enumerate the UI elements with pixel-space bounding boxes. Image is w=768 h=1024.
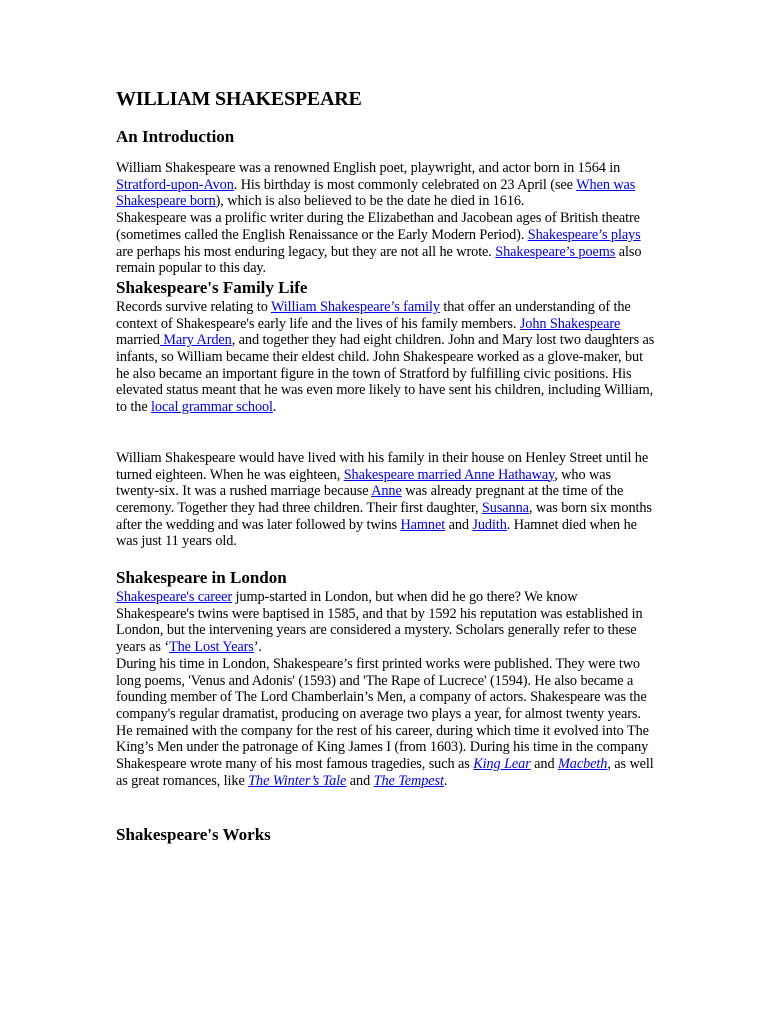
text: William Shakespeare was a renowned English poet, playwright, and actor born in 1564 in (116, 160, 621, 176)
text: was already pregnant at the time of the ceremony. Together they had three children. Their first daughter, (116, 483, 624, 516)
text: jump-started in London, but when did he go there? We know Shakespeare's twins were baptised in 1585, and that by 1592 his reputation was established in London, but the intervening years are considered a mystery. Scholars generally refer to these years as ‘ (116, 589, 643, 656)
page-title: WILLIAM SHAKESPEARE (116, 88, 362, 110)
text: , who was twenty-six. It was a rushed marriage because (116, 466, 611, 500)
text: and (530, 756, 558, 773)
link-shakespeare-married-anne-hathaway[interactable]: Shakespeare married Anne Hathaway (343, 466, 555, 483)
document-body (116, 86, 656, 846)
link-king-lear[interactable]: King Lear (473, 756, 531, 773)
text: . (272, 399, 277, 416)
text: Records survive relating to (116, 298, 271, 315)
text: , as well as great romances, like (116, 756, 654, 789)
intro-paragraph-2 (116, 210, 656, 277)
link-stratford-upon-avon[interactable]: Stratford-upon-Avon (116, 176, 234, 193)
link-shakespeares-plays[interactable]: Shakespeare’s plays (527, 226, 641, 243)
text: are perhaps his most enduring legacy, but they are not all he wrote. (116, 243, 496, 260)
heading-family-life: Shakespeare's Family Life (116, 277, 308, 297)
family-paragraph-2 (116, 450, 656, 550)
link-hamnet[interactable]: Hamnet (400, 516, 446, 533)
link-susanna[interactable]: Susanna (481, 499, 529, 516)
text: ), which is also believed to be the date he died in 1616. (215, 193, 525, 210)
text: ’. (253, 639, 262, 656)
link-the-tempest[interactable]: The Tempest (373, 772, 444, 789)
text: He remained with the company for the rest of his career, during which time it evolved into The King’s Men under the patronage of King James I (from 1603). During his time in the company Shakespeare wrote many of his most famous tragedies, such as (116, 722, 649, 773)
text: Shakespeare was a prolific writer during the Elizabethan and Jacobean ages of British theatre (sometimes called the English Renaissance or the Early Modern Period). (116, 210, 640, 243)
text: and (445, 516, 473, 533)
heading-shakespeares-works: Shakespeare's Works (116, 824, 271, 844)
heading-shakespeare-in-london: Shakespeare in London (116, 568, 287, 588)
text: , was born six months after the wedding and was later followed by twins (116, 499, 652, 533)
text: married (116, 332, 160, 349)
link-judith[interactable]: Judith (472, 516, 507, 533)
heading-introduction: An Introduction (116, 127, 235, 146)
text: . His birthday is most commonly celebrated on 23 April (see (233, 176, 577, 193)
text: , and together they had eight children. John and Mary lost two daughters as infants, so William became their eldest child. John Shakespeare worked as a glove-maker, but he also became an important figure in the town of Stratford by fulfilling civic positions. His elevated status meant that he was even more likely to have sent his children, including William, to the (116, 332, 655, 416)
link-shakespeares-career[interactable]: Shakespeare's career (116, 589, 233, 606)
london-paragraph-1 (116, 589, 656, 656)
text: and (346, 772, 374, 789)
text: that offer an understanding of the context of Shakespeare's early life and the lives of his family members. (116, 298, 631, 332)
text: also remain popular to this day. (116, 243, 642, 277)
link-william-shakespeares-family[interactable]: William Shakespeare’s family (270, 298, 440, 315)
text: . (443, 772, 448, 789)
london-paragraph-2: During his time in London, Shakespeare’s first printed works were published. They were two long poems, 'Venus and Adonis' (1593) and 'The Rape of Lucrece' (1594). He also became a founding member of The Lord Chamberlain’s Men, a company of actors. Shakespeare was the company's regular dramatist, producing on average two plays a year, for almost twenty years. (116, 655, 647, 722)
link-anne[interactable]: Anne (371, 483, 402, 500)
link-shakespeares-poems[interactable]: Shakespeare’s poems (495, 243, 616, 260)
link-the-winters-tale[interactable]: The Winter’s Tale (248, 772, 347, 789)
link-macbeth[interactable]: Macbeth (557, 756, 608, 773)
link-local-grammar-school[interactable]: local grammar school (151, 399, 273, 416)
text: William Shakespeare would have lived with his family in their house on Henley Street until he turned eighteen. When he was eighteen, (116, 449, 649, 483)
link-john-shakespeare[interactable]: John Shakespeare (519, 315, 621, 332)
text: . Hamnet died when he was just 11 years old. (116, 516, 637, 550)
family-paragraph-1 (116, 299, 656, 416)
link-the-lost-years[interactable]: The Lost Years (168, 639, 254, 656)
london-paragraph-3 (116, 723, 656, 790)
link-mary-arden[interactable]: Mary Arden (159, 332, 232, 349)
intro-paragraph-1 (116, 160, 656, 210)
link-when-was-shakespeare-born[interactable]: When was Shakespeare born (116, 176, 636, 210)
